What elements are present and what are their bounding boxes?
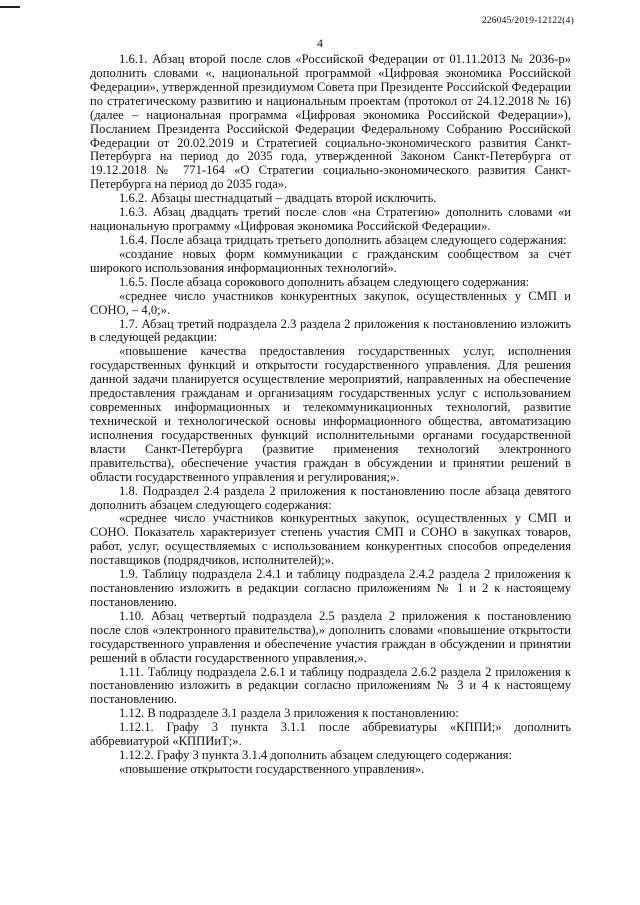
scan-corner-mark: [0, 6, 20, 8]
paragraph-1-6-5: 1.6.5. После абзаца сорокового дополнить абзацем следующего содержания:: [119, 274, 530, 289]
paragraph-1-9: 1.9. Таблицу подраздела 2.4.1 и таблицу подраздела 2.4.2 раздела 2 приложения к постановлению изложить в редакции согласно приложениям № 1 и 2 к настоящему постановлению.: [90, 567, 571, 609]
paragraph-1-11: 1.11. Таблицу подраздела 2.6.1 и таблицу подраздела 2.6.2 раздела 2 приложения к постановлению изложить в редакции согласно приложениям № 3 и 4 к настоящему постановлению.: [90, 664, 571, 707]
paragraph-1-6-3: 1.6.3. Абзац двадцать третий после слов «на Стратегию» дополнить словами «и национальную программу «Цифровая экономика Российской Федерации».: [90, 205, 571, 234]
paragraph-1-12: 1.12. В подразделе 3.1 раздела 3 приложения к постановлению:: [119, 706, 459, 721]
quoted-paragraph: «создание новых форм коммуникации с гражданским сообществом за счет широкого использования информационных технологий».: [90, 246, 571, 275]
document-body: [90, 53, 571, 777]
quoted-paragraph: «среднее число участников конкурентных закупок, осуществленных у СМП и СОНО, – 4,0;».: [90, 288, 571, 317]
quoted-paragraph: «среднее число участников конкурентных закупок, осуществленных у СМП и СОНО. Показатель характеризует степень участия СМП и СОНО в закупках товаров, работ, услуг, осуществляемых с использованием конкурентных способов определения поставщиков (подрядчиков, исполнителей);».: [90, 511, 571, 568]
paragraph-1-8: 1.8. Подраздел 2.4 раздела 2 приложения к постановлению после абзаца девятого дополнить абзацем следующего содержания:: [90, 483, 571, 512]
paragraph-1-12-1: 1.12.1. Графу 3 пункта 3.1.1 после аббревиатуры «КППИ;» дополнить аббревиатурой «КППИиТ;».: [90, 720, 571, 749]
quoted-paragraph: «повышение открытости государственного управления».: [119, 762, 425, 777]
document-registration-number: 226045/2019-12122(4): [481, 16, 574, 26]
paragraph-1-12-2: 1.12.2. Графу 3 пункта 3.1.4 дополнить абзацем следующего содержания:: [119, 748, 512, 763]
quoted-paragraph: «повышение качества предоставления государственных услуг, исполнения государственных функций и открытости государственного управления. Для решения данной задачи планируется осуществление мероприятий, направленных на обеспечение предоставления гражданам и организациям государственных услуг с использованием современных информационных и телекоммуникационных технологий, развитие технической и технологической основы информационного общества, автоматизацию исполнения государственных функций исполнительными органами государственной власти Санкт-Петербурга (развитие применения технологий электронного правительства), обеспечение участия граждан в обсуждении и принятии решений в области государственного управления и регулирования;».: [90, 344, 571, 484]
paragraph-1-10: 1.10. Абзац четвертый подраздела 2.5 раздела 2 приложения к постановлению после слов «электронного правительства),» дополнить словами «повышение открытости государственного управления и обеспечение участия граждан в обсуждении и принятии решений в области государственного управления,».: [90, 608, 571, 665]
paragraph-1-7: 1.7. Абзац третий подраздела 2.3 раздела 2 приложения к постановлению изложить в следующей редакции:: [90, 316, 571, 345]
page-number: 4: [317, 36, 323, 50]
paragraph-1-6-4: 1.6.4. После абзаца тридцать третьего дополнить абзацем следующего содержания:: [119, 232, 567, 247]
paragraph-1-6-2: 1.6.2. Абзацы шестнадцатый – двадцать второй исключить.: [119, 191, 437, 206]
paragraph-1-6-1: 1.6.1. Абзац второй после слов «Российской Федерации от 01.11.2013 № 2036-р» дополнить словами «, национальной программой «Цифровая экономика Российской Федерации», утвержденной президиумом Совета при Президенте Российской Федерации по стратегическому развитию и национальным проектам (протокол от 24.12.2018 № 16) (далее – национальная программа «Цифровая экономика Российской Федерации»), Посланием Президента Российской Федерации Федеральному Собранию Российской Федерации от 20.02.2019 и Стратегией социально-экономического развития Санкт-Петербурга на период до 2035 года, утвержденной Законом Санкт-Петербурга от 19.12.2018 № 771-164 «О Стратегии социально-экономического развития Санкт-Петербурга на период до 2035 года».: [90, 52, 571, 192]
